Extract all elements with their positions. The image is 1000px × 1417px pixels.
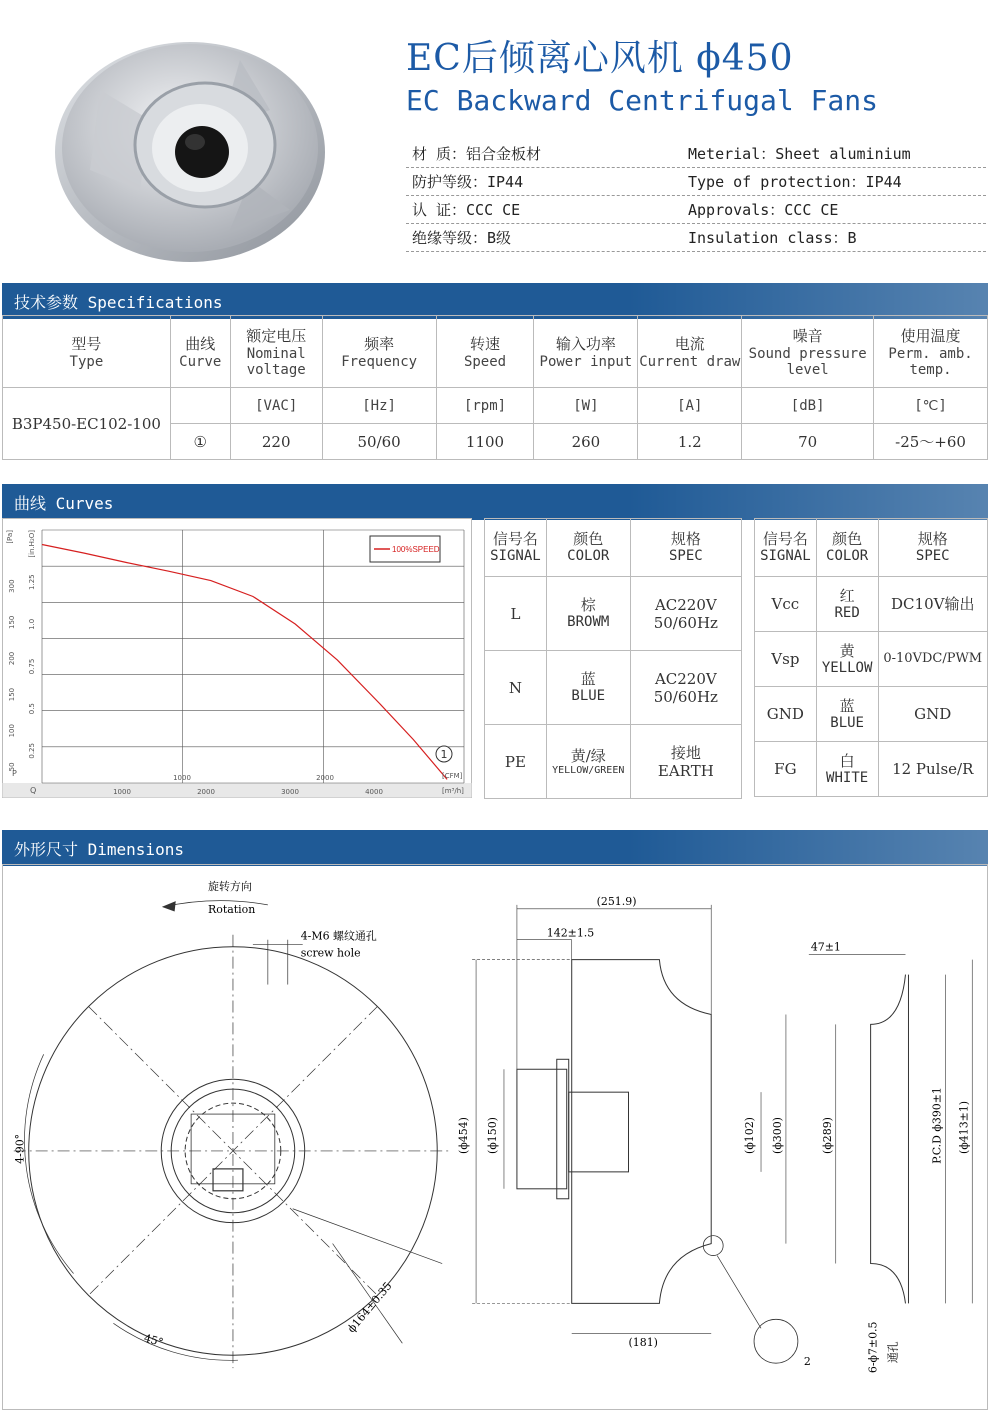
holes-label: 6-ϕ7±0.5 (866, 1321, 880, 1374)
signal-color: 黄/绿 YELLOW/GREEN (546, 725, 630, 799)
x-tick-cfm: 2000 (316, 774, 334, 782)
y-tick-inh2o: 0.75 (28, 658, 36, 675)
property-en: Insulation class：B (688, 229, 857, 247)
signal-row (485, 725, 742, 799)
spec-header-voltage: 额定电压 Nominal voltage (230, 316, 322, 388)
x-unit-cfm: [CFM] (442, 772, 463, 780)
curves-section-bar (2, 484, 988, 520)
signal-header: 信号名 SIGNAL (485, 519, 547, 577)
spec-header: 规格 SPEC (878, 519, 988, 577)
property-cn: 认 证：CCC CE (412, 201, 521, 219)
color-header: 颜色 COLOR (816, 519, 878, 577)
product-title-en: EC Backward Centrifugal Fans (406, 84, 879, 117)
dimensions-section-bar (2, 830, 988, 866)
signal-name: L (485, 577, 547, 651)
pcd-label: P.C.D ϕ390±1 (930, 1087, 944, 1164)
signal-spec: 12 Pulse/R (878, 742, 988, 797)
width-47-label: 47±1 (810, 940, 841, 954)
property-en: Meterial：Sheet aluminium (688, 145, 911, 163)
signal-row (485, 577, 742, 651)
y-axis-letter: P (12, 769, 17, 778)
property-cn: 绝缘等级：B级 (412, 229, 512, 247)
detail-2-label: 2 (803, 1355, 811, 1369)
signal-color: 黄 YELLOW (816, 632, 878, 687)
spec-empty-cell (170, 388, 230, 424)
x-tick-m3h: 2000 (197, 788, 215, 796)
signal-spec: 接地 EARTH (630, 725, 741, 799)
x-axis-letter: Q (30, 786, 37, 795)
spec-value: 260 (534, 424, 638, 460)
signal-color: 蓝 BLUE (546, 651, 630, 725)
spec-value: 220 (230, 424, 322, 460)
signal-spec: GND (878, 687, 988, 742)
properties-list (406, 140, 986, 252)
signal-row (755, 742, 988, 797)
property-row (406, 196, 986, 224)
angle-90-label: 4-90° (13, 1133, 27, 1164)
signal-row (755, 632, 988, 687)
spec-header-frequency: 频率 Frequency (322, 316, 436, 388)
curves-bar-label: 曲线 Curves (14, 493, 114, 513)
product-title-cn: EC后倾离心风机 ϕ450 (406, 38, 794, 79)
signal-color: 蓝 BLUE (816, 687, 878, 742)
signal-header: 信号名 SIGNAL (755, 519, 817, 577)
signal-row (485, 651, 742, 725)
curve-marker-label: 1 (440, 748, 448, 761)
performance-curve-chart (2, 518, 472, 798)
spec-value: 50/60 (322, 424, 436, 460)
spec-unit: [VAC] (230, 388, 322, 424)
x-unit-m3h: [m³/h] (442, 787, 464, 795)
x-tick-m3h: 1000 (113, 788, 131, 796)
y-tick-inh2o: 0.25 (28, 743, 36, 759)
signal-table-left (484, 518, 742, 799)
spec-unit: [rpm] (436, 388, 534, 424)
width-181-label: (181) (628, 1336, 658, 1350)
signal-spec: AC220V 50/60Hz (630, 577, 741, 651)
spec-header-sound: 噪音 Sound pressure level (742, 316, 874, 388)
y-unit-inh2o: [in.H₂O] (28, 530, 36, 558)
spec-unit: [Hz] (322, 388, 436, 424)
signal-header-row (485, 519, 742, 577)
spec-unit: [A] (638, 388, 742, 424)
x-tick-m3h: 3000 (281, 788, 299, 796)
spec-units-row (3, 388, 988, 424)
legend-label: 100%SPEED (392, 545, 440, 554)
width-142-label: 142±1.5 (546, 926, 595, 940)
rotation-label-en: Rotation (208, 902, 256, 916)
y-unit-pa: [Pa] (6, 530, 14, 544)
signal-name: PE (485, 725, 547, 799)
signal-table-right (754, 518, 988, 797)
property-row (406, 224, 986, 252)
diameter-289-label: (ϕ289) (820, 1117, 834, 1154)
spec-type-cell: B3P450-EC102-100 (3, 388, 171, 460)
diameter-413-label: (ϕ413±1) (957, 1100, 971, 1154)
signal-color: 棕 BROWM (546, 577, 630, 651)
signal-name: Vsp (755, 632, 817, 687)
y-tick-inh2o: 1.0 (28, 618, 36, 630)
spec-value: 70 (742, 424, 874, 460)
property-row (406, 168, 986, 196)
spec-header-type: 型号 Type (3, 316, 171, 388)
property-cn: 防护等级：IP44 (412, 173, 524, 191)
signal-name: GND (755, 687, 817, 742)
signal-row (755, 577, 988, 632)
diameter-150-label: (ϕ150) (485, 1117, 499, 1154)
signal-name: N (485, 651, 547, 725)
signal-header-row (755, 519, 988, 577)
y-tick-inh2o: 1.25 (28, 574, 36, 590)
diameter-164-label: ϕ164±0.35 (344, 1279, 395, 1336)
signal-name: Vcc (755, 577, 817, 632)
spec-header-temp: 使用温度 Perm. amb. temp. (874, 316, 988, 388)
y-tick-pa: 200 (8, 651, 16, 666)
signal-color: 白 WHITE (816, 742, 878, 797)
spec-header-curve: 曲线 Curve (170, 316, 230, 388)
x-tick-cfm: 1000 (173, 774, 191, 782)
spec-unit: [dB] (742, 388, 874, 424)
spec-unit: [W] (534, 388, 638, 424)
signal-spec: DC10V输出 (878, 577, 988, 632)
chart-x-axis-band (3, 783, 472, 798)
holes-label-cn: 通孔 (886, 1341, 900, 1364)
fan-product-photo (40, 20, 340, 270)
signal-spec: 0-10VDC/PWM (878, 632, 988, 687)
specifications-table (2, 315, 988, 460)
signal-name: FG (755, 742, 817, 797)
dimension-drawings (2, 864, 988, 1410)
diameter-102-label: (ϕ102) (743, 1117, 757, 1154)
spec-header-speed: 转速 Speed (436, 316, 534, 388)
signal-color: 红 RED (816, 577, 878, 632)
spec-curve-value: ① (170, 424, 230, 460)
property-row (406, 140, 986, 168)
specifications-bar-label: 技术参数 Specifications (14, 292, 223, 312)
diameter-300-label: (ϕ300) (770, 1117, 784, 1154)
spec-unit: [℃] (874, 388, 988, 424)
signal-spec: AC220V 50/60Hz (630, 651, 741, 725)
screw-label-cn: 4-M6 螺纹通孔 (300, 929, 377, 943)
spec-value: -25～+60 (874, 424, 988, 460)
screw-label-en: screw hole (300, 946, 361, 960)
spec-header-power: 输入功率 Power input (534, 316, 638, 388)
diameter-454-label: (ϕ454) (457, 1117, 471, 1154)
rotation-label-cn: 旋转方向 (208, 879, 252, 893)
spec-header-current: 电流 Current draw (638, 316, 742, 388)
x-tick-m3h: 4000 (365, 788, 383, 796)
y-tick-pa: 50 (8, 762, 16, 772)
y-tick-pa: 300 (8, 579, 16, 593)
angle-45-label: 45° (142, 1331, 165, 1350)
y-tick-inh2o: 0.5 (28, 703, 36, 715)
y-tick-pa: 150 (8, 615, 16, 629)
width-251-label: (251.9) (596, 894, 637, 908)
property-en: Approvals：CCC CE (688, 201, 839, 219)
spec-header-row (3, 316, 988, 388)
property-cn: 材 质：铝合金板材 (412, 145, 542, 163)
specifications-section-bar (2, 283, 988, 319)
spec-header: 规格 SPEC (630, 519, 741, 577)
spec-value: 1.2 (638, 424, 742, 460)
y-tick-pa: 150 (8, 687, 16, 702)
property-en: Type of protection：IP44 (688, 173, 902, 191)
y-tick-pa: 100 (8, 724, 16, 738)
dimensions-bar-label: 外形尺寸 Dimensions (14, 839, 184, 859)
color-header: 颜色 COLOR (546, 519, 630, 577)
front-view-drawing (14, 901, 452, 1368)
spec-value: 1100 (436, 424, 534, 460)
signal-row (755, 687, 988, 742)
